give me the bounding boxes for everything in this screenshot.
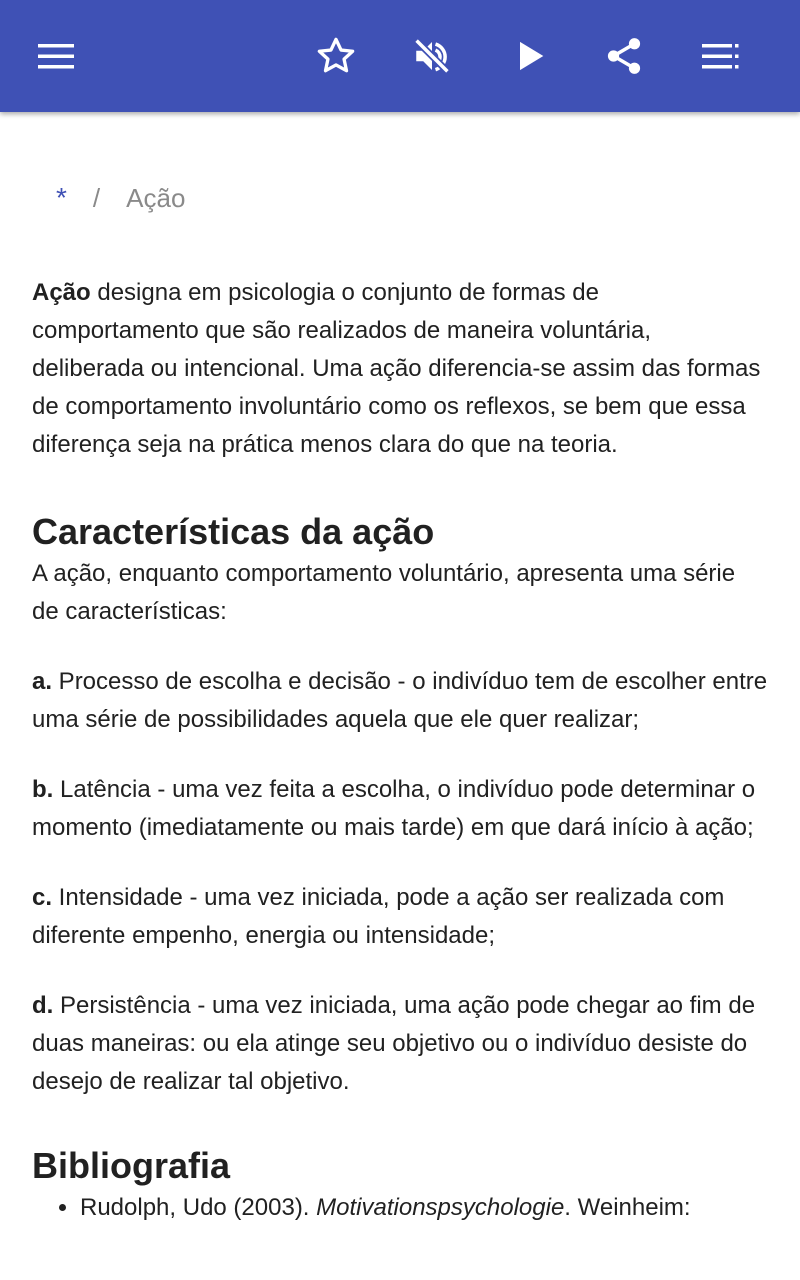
ref-rest: . Weinheim: [564, 1194, 691, 1221]
play-button[interactable] [502, 28, 558, 84]
breadcrumb-separator: / [92, 182, 101, 213]
section-lead-paragraph: A ação, enquanto comportamento voluntário, apresenta uma série de características: [32, 560, 736, 625]
app-bar [0, 0, 800, 112]
bibliography-list [32, 1189, 768, 1227]
intro-paragraph [32, 274, 768, 464]
list-item [32, 879, 768, 955]
ref-title: Motivationspsychologie [316, 1194, 565, 1221]
share-icon [603, 35, 645, 77]
mute-button[interactable] [404, 28, 460, 84]
table-of-contents-button[interactable] [692, 28, 748, 84]
star-outline-icon [315, 35, 357, 77]
breadcrumb-current: Ação [126, 182, 186, 213]
section-heading-characteristics: Características da ação [32, 511, 435, 552]
item-text: Persistência - uma vez iniciada, uma ação pode chegar ao fim de duas maneiras: ou ela atinge seu objetivo ou o indivíduo desiste do desejo de realizar tal objetivo. [32, 992, 756, 1095]
item-label: d. [32, 992, 54, 1019]
list-item [32, 663, 768, 739]
bibliography-item [80, 1189, 768, 1227]
list-item [32, 987, 768, 1101]
menu-button[interactable] [28, 28, 84, 84]
volume-off-icon [411, 35, 453, 77]
share-button[interactable] [596, 28, 652, 84]
favorite-button[interactable] [308, 28, 364, 84]
item-label: c. [32, 884, 53, 911]
article-content [32, 112, 768, 1227]
item-text: Intensidade - uma vez iniciada, pode a ação ser realizada com diferente empenho, energia ou intensidade; [32, 884, 725, 949]
section-heading-bibliography: Bibliografia [32, 1145, 231, 1186]
item-text: Processo de escolha e decisão - o indivíduo tem de escolher entre uma série de possibilidades aquela que ele quer realizar; [32, 668, 768, 733]
hamburger-menu-icon [36, 36, 76, 76]
list-item [32, 771, 768, 847]
intro-term: Ação [32, 279, 91, 306]
intro-text: designa em psicologia o conjunto de formas de comportamento que são realizados de maneira voluntária, deliberada ou intencional. Uma ação diferencia-se assim das formas de comportamento involuntário como os reflexos, se bem que essa diferença seja na prática menos clara do que na teoria. [32, 279, 761, 458]
item-label: b. [32, 776, 54, 803]
breadcrumb-home-link[interactable]: * [56, 182, 67, 213]
item-text: Latência - uma vez feita a escolha, o indivíduo pode determinar o momento (imediatamente ou mais tarde) em que dará início à ação; [32, 776, 756, 841]
breadcrumb [32, 178, 768, 218]
ref-author: Rudolph, Udo (2003). [80, 1194, 317, 1221]
item-label: a. [32, 668, 53, 695]
table-of-contents-icon [700, 36, 740, 76]
play-icon [510, 36, 550, 76]
